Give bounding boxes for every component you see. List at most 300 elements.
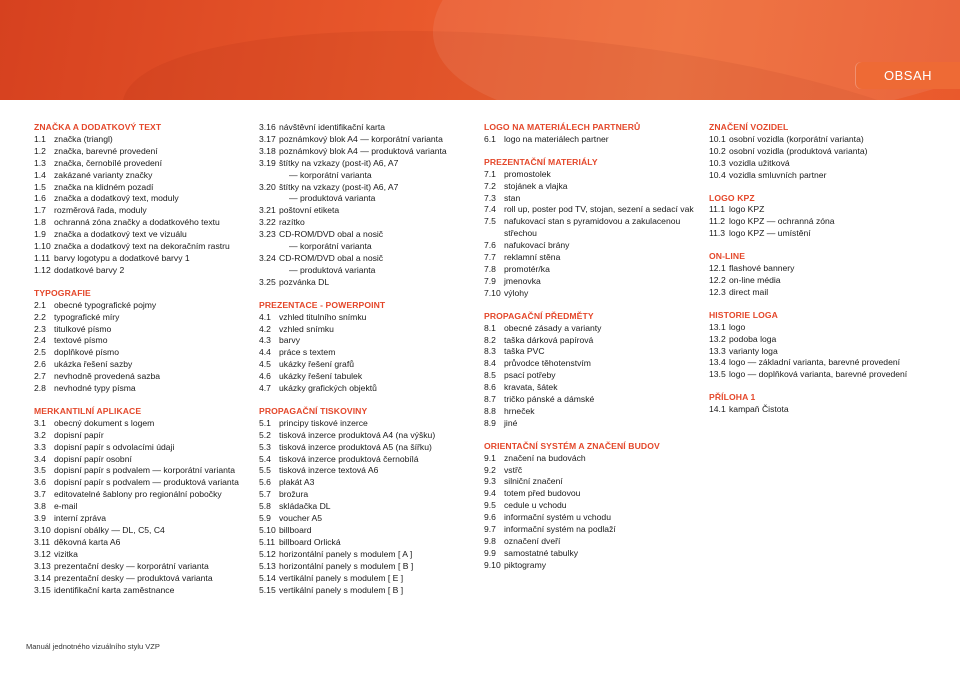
toc-entry-number: 10.1 [709,133,726,144]
toc-entry-number: 5.15 [259,584,276,595]
toc-entry-number: 3.25 [259,276,276,287]
toc-entry-number: 5.14 [259,572,276,583]
toc-entry[interactable] [259,359,474,371]
toc-entry-number: 12.3 [709,286,726,297]
toc-entry[interactable] [34,549,249,561]
toc-entry-number: 13.4 [709,357,726,368]
toc-entry[interactable] [34,335,249,347]
toc-entry-number: 5.5 [259,465,271,476]
footer-text: Manuál jednotného vizuálního stylu VZP [26,642,160,651]
toc-entry-number: 3.6 [34,477,46,488]
toc-entry-number [259,265,279,277]
toc-entry[interactable] [34,205,249,217]
toc-entry[interactable] [34,371,249,383]
toc-entry[interactable] [259,442,474,454]
toc-entry[interactable] [484,335,704,347]
toc-section [34,288,249,395]
toc-entry[interactable] [709,134,939,146]
toc-entry-number: 1.4 [34,169,46,180]
toc-entry[interactable] [259,561,474,573]
toc-entry-number: 3.1 [34,417,46,428]
toc-entry-number: 5.8 [259,501,271,512]
toc-entry[interactable] [484,512,704,524]
toc-entry[interactable] [484,418,704,430]
toc-entry-label: informační systém u vchodu [504,512,611,523]
toc-entry-number: 3.14 [34,572,51,583]
toc-entry-label: e-mail [54,501,78,512]
toc-section-title: PROPAGAČNÍ PŘEDMĚTY [484,310,594,321]
toc-section [709,392,939,416]
toc-entry[interactable] [259,170,474,182]
toc-entry-label: promotér/ka [504,263,550,274]
toc-entry-number: 8.4 [484,358,496,369]
toc-entry-label: značka a dodatkový text, moduly [54,193,179,204]
toc-entry-label: horizontální panely s modulem [ A ] [279,548,413,559]
toc-entry-label: štítky na vzkazy (post-it) A6, A7 [279,181,399,192]
toc-entry-number: 3.11 [34,536,51,547]
toc-entry-label: logo KPZ — umístění [729,228,811,239]
toc-entry[interactable] [484,406,704,418]
toc-entry[interactable] [34,454,249,466]
toc-entry-label: skládačka DL [279,501,331,512]
toc-entry-number: 9.9 [484,547,496,558]
toc-entry[interactable] [259,525,474,537]
toc-entry[interactable] [259,371,474,383]
toc-entry[interactable] [34,265,249,277]
toc-entry[interactable] [709,369,939,381]
toc-entry[interactable] [484,453,704,465]
toc-entry-number: 8.1 [484,322,496,333]
toc-entry-label: — produktová varianta [289,264,376,275]
toc-entry-number: 10.2 [709,145,726,156]
toc-entry-number: 5.4 [259,453,271,464]
toc-entry-number [259,170,279,182]
toc-entry-label: stan [504,192,521,203]
toc-entry[interactable] [34,359,249,371]
toc-entry-label: osobní vozidla (produktová varianta) [729,145,868,156]
toc-entry-number: 5.13 [259,560,276,571]
toc-entry-label: ukázky grafických objektů [279,383,377,394]
toc-entry-number: 3.19 [259,157,276,168]
toc-entry[interactable] [484,346,704,358]
toc-entry-label: štítky na vzkazy (post-it) A6, A7 [279,157,399,168]
toc-entry-number: 1.9 [34,229,46,240]
toc-section-title: PREZENTAČNÍ MATERIÁLY [484,156,598,167]
toc-entry[interactable] [259,549,474,561]
toc-entry-label: pozvánka DL [279,276,330,287]
toc-entry-label: ukázky řešení tabulek [279,371,363,382]
toc-entry-label: ochranná zóna značky a dodatkového textu [54,217,220,228]
toc-section [34,122,249,277]
toc-entry-number: 8.3 [484,346,496,357]
toc-entry-number: 9.2 [484,464,496,475]
toc-entry[interactable] [484,288,704,300]
toc-entry-number: 11.2 [709,216,726,227]
toc-entry-label: rozměrová řada, moduly [54,205,147,216]
toc-entry-label: horizontální panely s modulem [ B ] [279,560,414,571]
toc-entry-label: voucher A5 [279,513,322,524]
toc-entry[interactable] [34,312,249,324]
toc-entry-number: 11.1 [709,204,726,215]
toc-entry-number: 1.7 [34,205,46,216]
toc-entry[interactable] [484,181,704,193]
toc-entry-number: 2.2 [34,311,46,322]
toc-entry-label: billboard Orlická [279,536,341,547]
toc-entry[interactable] [34,170,249,182]
toc-entry-label: kampaň Čistota [729,404,789,415]
toc-entry[interactable] [259,585,474,597]
toc-entry-label: tisková inzerce produktová A4 (na výšku) [279,429,436,440]
toc-entry[interactable] [34,561,249,573]
toc-entry-number: 5.7 [259,489,271,500]
toc-entry-label: značka, barevné provedení [54,145,158,156]
toc-entry[interactable] [484,252,704,264]
toc-entry[interactable] [259,229,474,241]
toc-entry-number: 1.6 [34,193,46,204]
toc-entry-label: — produktová varianta [289,193,376,204]
toc-entry[interactable] [259,134,474,146]
toc-entry[interactable] [34,537,249,549]
toc-entry-label: nafukovací brány [504,240,570,251]
toc-entry-number: 12.1 [709,263,726,274]
toc-entry[interactable] [34,253,249,265]
toc-entry-label: značka (triangl) [54,133,113,144]
toc-entry-number: 7.4 [484,204,496,215]
toc-entry[interactable] [484,134,704,146]
toc-entry-label: psací potřeby [504,370,556,381]
toc-entry[interactable] [709,346,939,358]
toc-entry[interactable] [34,585,249,597]
toc-entry[interactable] [34,442,249,454]
toc-entry-number: 9.4 [484,488,496,499]
toc-entry[interactable] [34,241,249,253]
toc-entry[interactable] [709,334,939,346]
toc-entry[interactable] [709,263,939,275]
toc-entry-number: 7.6 [484,240,496,251]
toc-entry-label: principy tiskové inzerce [279,417,368,428]
toc-entry[interactable] [34,193,249,205]
toc-entry-number: 5.3 [259,441,271,452]
toc-entry-label: ukázky řešení grafů [279,359,354,370]
toc-entry-number: 3.3 [34,441,46,452]
toc-entry[interactable] [34,134,249,146]
toc-entry[interactable] [259,489,474,501]
toc-entry-number: 3.22 [259,217,276,228]
toc-section-title: ZNAČKA A DODATKOVÝ TEXT [34,122,162,132]
toc-section-title: HISTORIE LOGA [709,309,778,320]
toc-entry[interactable] [484,394,704,406]
toc-section [709,193,939,241]
toc-entry[interactable] [34,477,249,489]
toc-entry[interactable] [484,358,704,370]
toc-entry-label: značení na budovách [504,452,586,463]
toc-entry-label: vozidla smluvních partner [729,169,827,180]
toc-entry-number [259,241,279,253]
toc-entry-label: interní zpráva [54,513,107,524]
toc-entry-number: 1.10 [34,241,51,252]
section-label: OBSAH [856,62,960,89]
toc-entry-number: 9.7 [484,524,496,535]
toc-entry[interactable] [259,324,474,336]
toc-entry[interactable] [34,430,249,442]
toc-section [484,311,704,430]
toc-entry-number: 3.18 [259,145,276,156]
toc-entry[interactable] [484,500,704,512]
toc-entry[interactable] [34,158,249,170]
toc-entry-label: — korporátní varianta [289,241,372,252]
toc-entry[interactable] [709,357,939,369]
toc-entry-number: 14.1 [709,404,726,415]
toc-entry-label: dodatkové barvy 2 [54,264,125,275]
toc-entry-label: doplňkové písmo [54,347,119,358]
toc-entry-number: 5.11 [259,536,276,547]
toc-entry[interactable] [709,204,939,216]
toc-entry[interactable] [34,347,249,359]
toc-entry[interactable] [34,229,249,241]
toc-entry[interactable] [34,217,249,229]
toc-section-title: PREZENTACE - POWERPOINT [259,299,386,310]
toc-entry[interactable] [484,488,704,500]
toc-entry-label: tisková inzerce textová A6 [279,465,379,476]
toc-entry[interactable] [709,170,939,182]
toc-entry-label: informační systém na podlaží [504,524,616,535]
toc-entry[interactable] [259,383,474,395]
toc-entry[interactable] [259,158,474,170]
toc-entry-label: tisková inzerce produktová A5 (na šířku) [279,441,432,452]
toc-entry[interactable] [484,169,704,181]
toc-entry-number: 8.5 [484,370,496,381]
toc-entry[interactable] [484,204,704,216]
toc-entry-label: — korporátní varianta [289,169,372,180]
toc-entry-number: 7.3 [484,192,496,203]
toc-entry-number: 1.2 [34,145,46,156]
toc-entry-number: 7.2 [484,180,496,191]
toc-entry-label: vertikální panely s modulem [ E ] [279,572,404,583]
toc-entry[interactable] [34,573,249,585]
toc-entry[interactable] [259,465,474,477]
toc-entry-number: 7.9 [484,275,496,286]
toc-entry[interactable] [259,146,474,158]
toc-entry[interactable] [259,265,474,277]
toc-entry[interactable] [259,193,474,205]
toc-entry-label: logo — základní varianta, barevné provedení [729,357,901,368]
toc-entry[interactable] [34,383,249,395]
toc-entry-number [484,228,504,240]
toc-entry[interactable] [259,335,474,347]
toc-section-title: MERKANTILNÍ APLIKACE [34,405,142,416]
toc-entry-number: 8.2 [484,334,496,345]
toc-entry-number: 3.20 [259,181,276,192]
toc-entry-number: 3.10 [34,525,51,535]
toc-entry[interactable] [259,253,474,265]
toc-entry[interactable] [484,193,704,205]
toc-column-2 [259,122,474,596]
toc-entry[interactable] [709,158,939,170]
toc-entry[interactable] [34,418,249,430]
toc-entry-label: taška PVC [504,346,545,357]
toc-entry[interactable] [484,524,704,536]
toc-entry[interactable] [484,240,704,252]
toc-column-4 [709,122,939,416]
toc-entry[interactable] [259,122,474,134]
toc-entry-label: jiné [504,417,518,428]
toc-entry[interactable] [484,370,704,382]
toc-entry-number: 3.16 [259,122,276,132]
toc-entry-label: logo na materiálech partner [504,133,609,144]
toc-entry-number: 9.3 [484,476,496,487]
toc-entry[interactable] [259,430,474,442]
toc-entry[interactable] [259,241,474,253]
toc-section [484,122,704,146]
toc-entry[interactable] [484,548,704,560]
toc-entry[interactable] [709,146,939,158]
toc-entry-number: 9.6 [484,512,496,523]
toc-entry[interactable] [259,477,474,489]
toc-entry-label: taška dárková papírová [504,334,594,345]
toc-entry-label: typografické míry [54,311,120,322]
toc-entry[interactable] [259,217,474,229]
toc-entry[interactable] [709,228,939,240]
toc-entry[interactable] [259,205,474,217]
toc-entry-label: totem před budovou [504,488,581,499]
toc-section-title: ZNAČENÍ VOZIDEL [709,122,789,132]
toc-entry[interactable] [709,275,939,287]
toc-column-3 [484,122,704,572]
toc-entry-label: dopisní papír s odvolacími údaji [54,441,175,452]
toc-entry[interactable] [484,216,704,228]
toc-entry-number: 12.2 [709,274,726,285]
toc-entry-number: 9.1 [484,452,496,463]
toc-entry[interactable] [484,536,704,548]
header-banner [0,0,960,100]
toc-entry-label: silniční značení [504,476,563,487]
toc-entry-number: 3.17 [259,133,276,144]
toc-entry[interactable] [259,277,474,289]
toc-entry[interactable] [709,216,939,228]
toc-entry[interactable] [484,323,704,335]
toc-entry-number: 7.5 [484,216,496,227]
toc-section [709,122,939,182]
toc-entry-number: 1.5 [34,181,46,192]
toc-section-title: PŘÍLOHA 1 [709,392,756,403]
toc-entry-label: střechou [504,228,537,239]
toc-entry-number: 10.3 [709,157,726,168]
toc-section-title: LOGO KPZ [709,192,755,203]
toc-entry-label: nevhodně provedená sazba [54,371,161,382]
toc-entry-label: roll up, poster pod TV, stojan, sezení a sedací vak [504,204,694,215]
toc-entry[interactable] [259,182,474,194]
toc-entry-label: nevhodné typy písma [54,383,136,394]
toc-entry[interactable] [709,404,939,416]
toc-entry[interactable] [484,228,704,240]
toc-entry-label: razítko [279,217,305,228]
toc-entry[interactable] [259,537,474,549]
toc-entry[interactable] [34,324,249,336]
toc-entry-number: 1.3 [34,157,46,168]
toc-entry[interactable] [259,418,474,430]
toc-entry-label: CD-ROM/DVD obal a nosič [279,252,384,263]
toc-entry-label: kravata, šátek [504,382,558,393]
toc-section-title: ON-LINE [709,251,746,262]
toc-entry-number: 13.1 [709,321,726,332]
toc-entry-number: 5.1 [259,417,271,428]
toc-entry[interactable] [34,300,249,312]
toc-entry-label: varianty loga [729,345,778,356]
toc-entry-number: 13.2 [709,333,726,344]
toc-entry[interactable] [259,312,474,324]
toc-entry-label: značka a dodatkový text ve vizuálu [54,229,187,240]
toc-entry-label: vozidla užitková [729,157,790,168]
toc-entry-label: dopisní obálky — DL, C5, C4 [54,525,165,535]
toc-entry-number: 4.7 [259,383,271,394]
toc-entry-number: 3.23 [259,229,276,240]
toc-entry-number: 7.10 [484,287,501,298]
toc-entry-number: 3.15 [34,584,51,595]
toc-entry-number: 5.10 [259,525,276,535]
toc-entry-number: 2.8 [34,383,46,394]
toc-entry-number: 4.1 [259,311,271,322]
toc-entry-number: 3.2 [34,429,46,440]
toc-section [484,441,704,572]
toc-entry-label: obecné typografické pojmy [54,299,157,310]
toc-entry[interactable] [34,489,249,501]
toc-section [259,406,474,597]
toc-entry[interactable] [709,322,939,334]
toc-entry-label: textové písmo [54,335,108,346]
toc-entry-number: 1.11 [34,252,51,263]
toc-entry[interactable] [34,525,249,537]
toc-entry-label: vzhled snímku [279,323,334,334]
toc-entry[interactable] [259,501,474,513]
toc-entry-label: billboard [279,525,312,535]
toc-entry-label: flashové bannery [729,263,795,274]
toc-entry-label: stojánek a vlajka [504,180,568,191]
toc-entry-label: brožura [279,489,309,500]
toc-entry-label: identifikační karta zaměstnance [54,584,175,595]
toc-entry-label: titulkové písmo [54,323,112,334]
toc-entry[interactable] [34,513,249,525]
toc-entry-number: 10.4 [709,169,726,180]
toc-section-title: TYPOGRAFIE [34,287,91,298]
toc-entry-label: reklamní stěna [504,252,561,263]
toc-entry[interactable] [259,513,474,525]
toc-entry[interactable] [709,287,939,299]
toc-entry[interactable] [484,264,704,276]
toc-entry-label: vertikální panely s modulem [ B ] [279,584,404,595]
toc-entry[interactable] [259,573,474,585]
toc-entry-number: 1.8 [34,217,46,228]
toc-entry-label: označení dveří [504,536,561,546]
toc-entry[interactable] [34,465,249,477]
toc-entry[interactable] [484,382,704,394]
toc-entry[interactable] [34,182,249,194]
toc-entry-label: barvy [279,335,301,346]
toc-column-1 [34,122,249,596]
toc-entry[interactable] [259,347,474,359]
toc-entry[interactable] [484,465,704,477]
toc-entry[interactable] [484,476,704,488]
toc-entry-number: 1.1 [34,133,46,144]
toc-entry[interactable] [259,454,474,466]
toc-entry[interactable] [484,560,704,572]
toc-entry-label: výlohy [504,287,529,298]
toc-entry-number: 7.1 [484,168,496,179]
toc-entry-number: 4.5 [259,359,271,370]
toc-entry[interactable] [34,146,249,158]
toc-entry[interactable] [34,501,249,513]
toc-entry[interactable] [484,276,704,288]
toc-entry-label: obecné zásady a varianty [504,322,602,333]
